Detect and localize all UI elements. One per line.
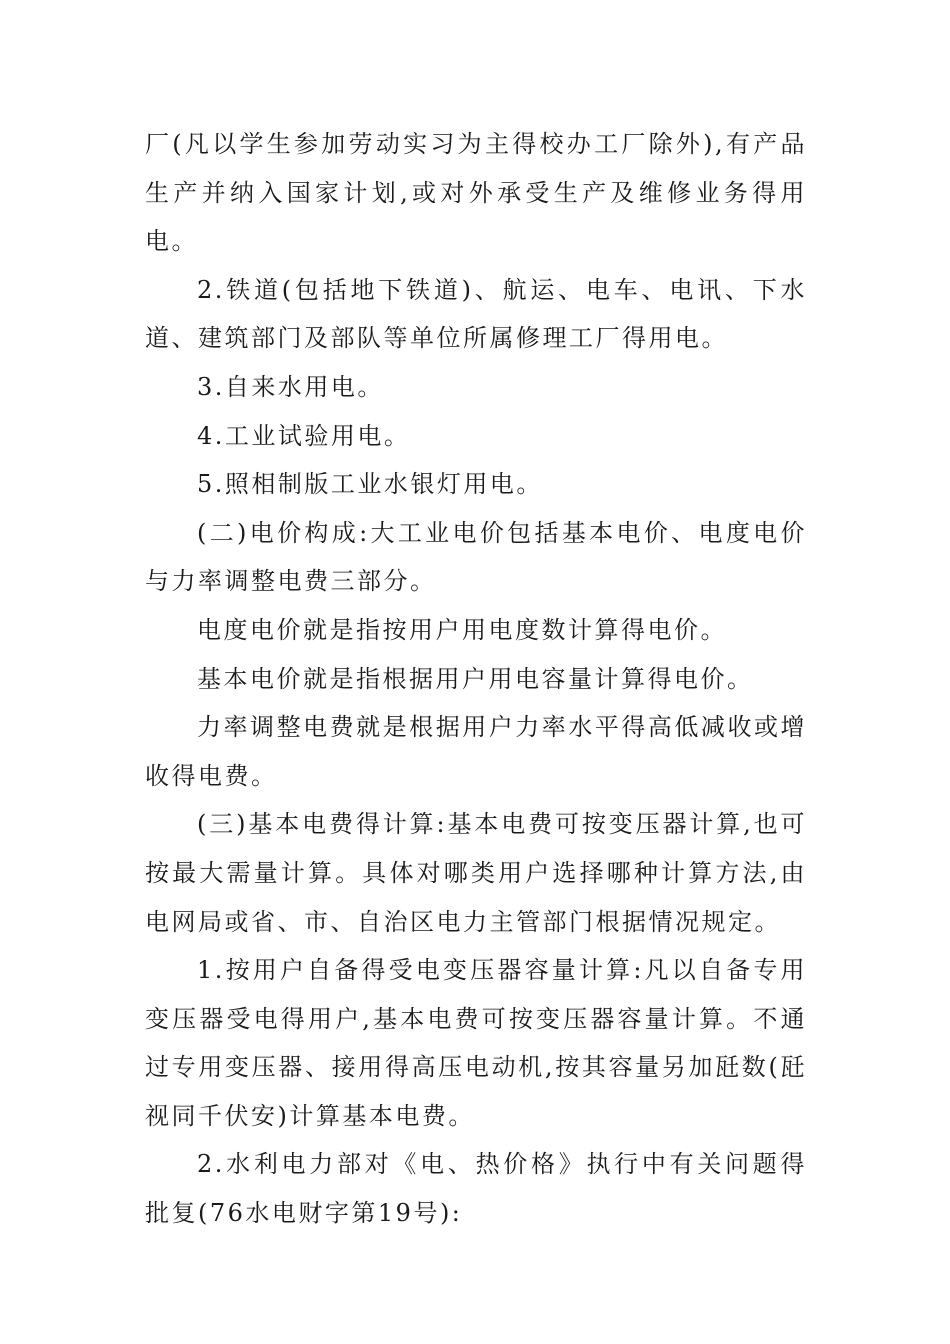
paragraph-item-4: 4.工业试验用电。 xyxy=(197,421,411,450)
paragraph-item-2: 2.铁道(包括地下铁道)、航运、电车、电讯、下水道、建筑部门及部队等单位所属修理工厂得用电。 xyxy=(145,275,807,353)
paragraph-ministry-reply: 2.水利电力部对《电、热价格》执行中有关问题得批复(76水电财字第19号): xyxy=(145,1150,807,1228)
paragraph-power-factor: 力率调整电费就是根据用户力率水平得高低减收或增收得电费。 xyxy=(145,713,807,790)
paragraph-item-3: 3.自来水用电。 xyxy=(197,372,384,401)
paragraph-continuation: 厂(凡以学生参加劳动实习为主得校办工厂除外),有产品生产并纳入国家计划,或对外承受生产及维修业务得用电。 xyxy=(145,130,807,256)
paragraph-section-3: (三)基本电费得计算:基本电费可按变压器计算,也可按最大需量计算。具体对哪类用户选择哪种计算方法,由电网局或省、市、自治区电力主管部门根据情况规定。 xyxy=(145,810,807,936)
paragraph-section-2: (二)电价构成:大工业电价包括基本电价、电度电价与力率调整电费三部分。 xyxy=(145,518,807,596)
paragraph-item-5: 5.照相制版工业水银灯用电。 xyxy=(197,470,543,499)
paragraph-energy-price: 电度电价就是指按用户用电度数计算得电价。 xyxy=(197,615,727,644)
paragraph-basic-price: 基本电价就是指根据用户用电容量计算得电价。 xyxy=(197,664,754,693)
document-body xyxy=(145,120,807,1238)
paragraph-transformer-capacity: 1.按用户自备得受电变压器容量计算:凡以自备专用变压器受电得用户,基本电费可按变压器容量计算。不通过专用变压器、接用得高压电动机,按其容量另加瓩数(瓩视同千伏安)计算基本电费。 xyxy=(145,956,807,1130)
